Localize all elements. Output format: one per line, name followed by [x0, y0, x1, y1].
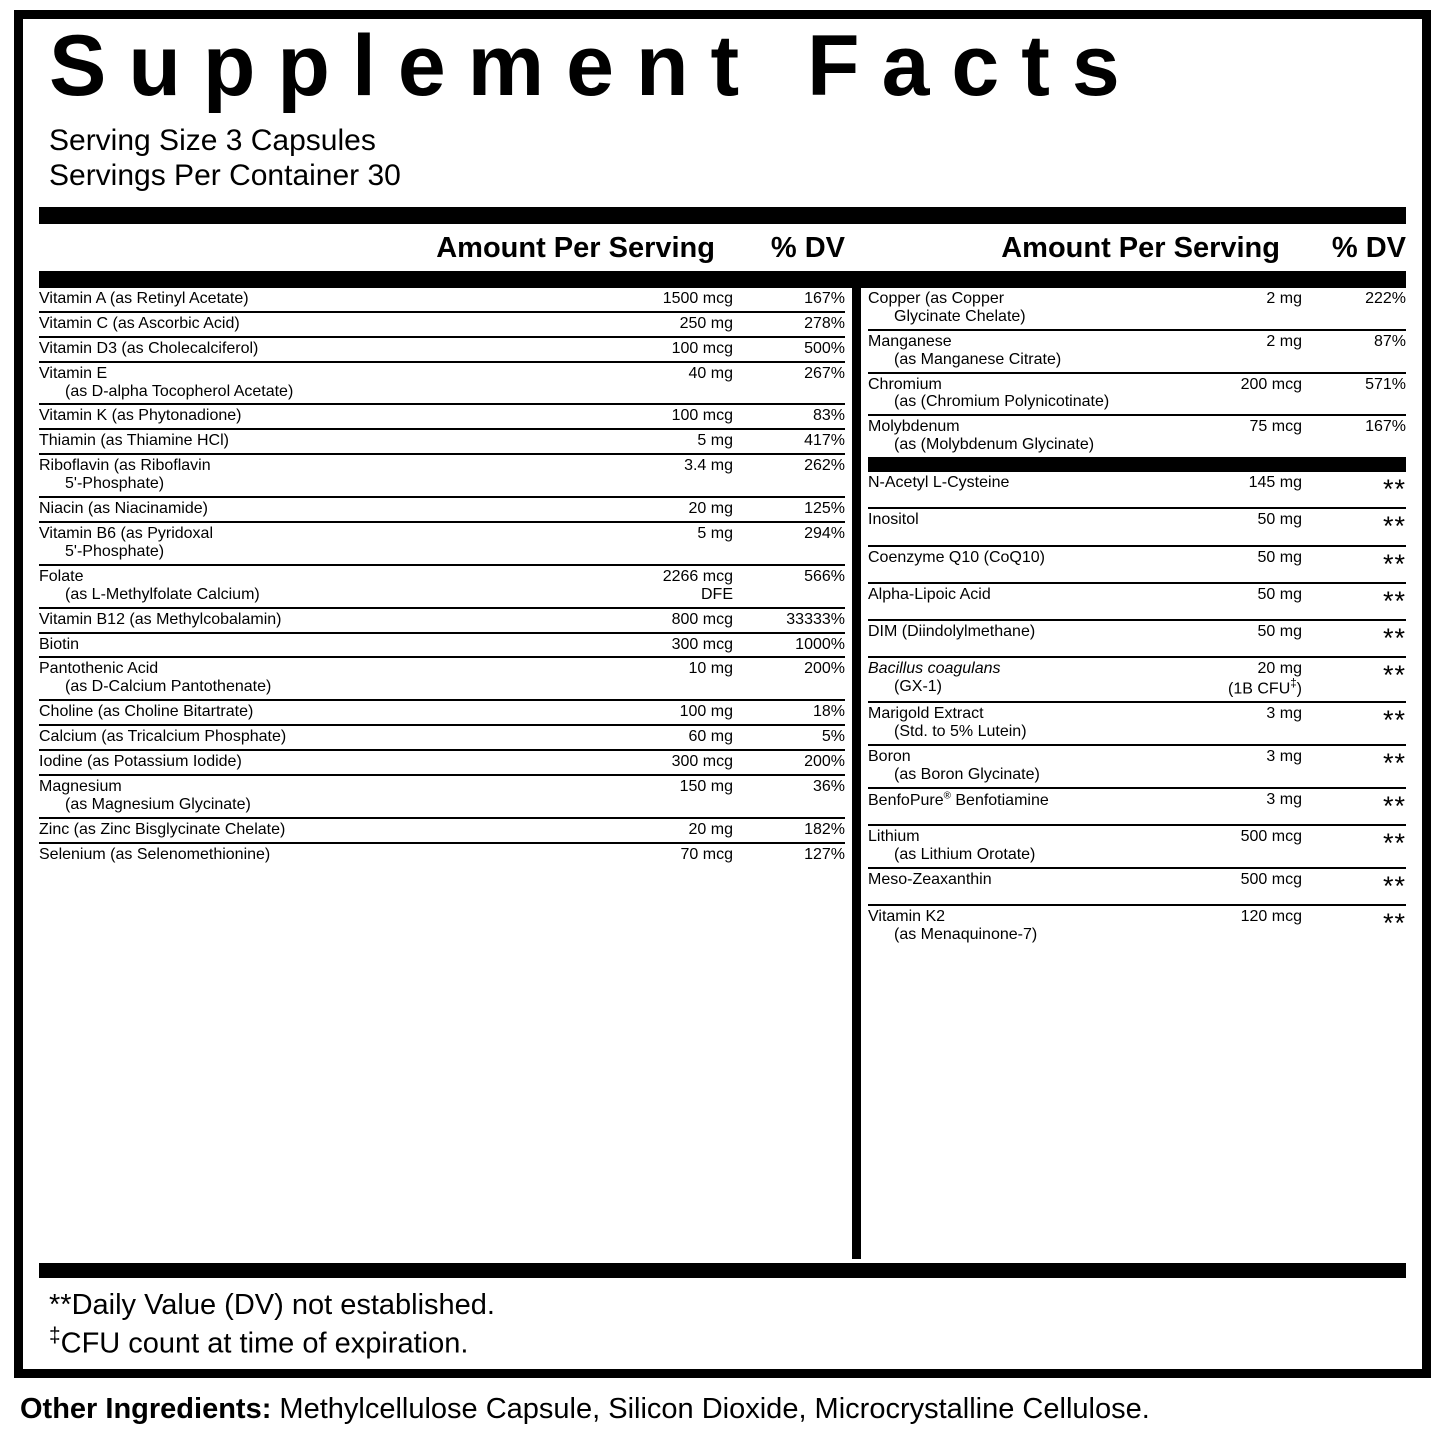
nutrient-name-primary: N-Acetyl L-Cysteine: [868, 474, 1010, 492]
nutrient-row: [39, 498, 845, 523]
nutrient-row: [39, 338, 845, 363]
nutrient-daily-value: 182%: [804, 820, 845, 838]
nutrient-amount: 70 mcg: [680, 845, 733, 863]
nutrient-daily-value: **: [1382, 828, 1406, 859]
nutrient-daily-value: **: [1382, 908, 1406, 939]
registered-trademark-icon: ®: [943, 791, 951, 803]
nutrient-amount: 100 mcg: [671, 339, 733, 357]
nutrient-name: [868, 474, 1249, 492]
nutrient-name-source: (GX-1): [894, 678, 942, 696]
nutrient-name-source: (as Lithium Orotate): [894, 846, 1036, 864]
nutrient-name-primary: Marigold Extract: [868, 705, 984, 723]
nutrient-name: [39, 821, 689, 839]
nutrient-daily-value: 571%: [1365, 375, 1406, 393]
nutrient-name: [868, 828, 1241, 864]
nutrient-row: [868, 789, 1406, 826]
nutrient-amount: 800 mcg: [671, 610, 733, 628]
nutrient-row: [868, 472, 1406, 509]
nutrient-column-left: [39, 288, 845, 1259]
nutrient-name: [868, 908, 1241, 944]
nutrient-name: [39, 636, 672, 654]
nutrient-name-primary: Choline (as Choline Bitartrate): [39, 703, 254, 721]
nutrient-amount: 40 mg: [688, 364, 733, 382]
nutrient-daily-value: 5%: [821, 728, 845, 746]
nutrient-name-primary: Riboflavin (as Riboflavin: [39, 457, 211, 475]
nutrient-amount: 2266 mcg DFE: [662, 567, 733, 603]
nutrient-daily-value: 125%: [804, 500, 845, 518]
nutrient-row: [868, 584, 1406, 621]
nutrient-name-primary: BenfoPure® Benfotiamine: [868, 791, 1049, 810]
nutrient-amount: 3 mg: [1266, 748, 1302, 766]
nutrient-name-primary: Calcium (as Tricalcium Phosphate): [39, 728, 287, 746]
nutrient-name-primary: Vitamin B12 (as Methylcobalamin): [39, 610, 282, 628]
nutrient-name-primary: Molybdenum: [868, 418, 960, 436]
nutrient-amount: 300 mcg: [671, 635, 733, 653]
nutrient-row: [868, 906, 1406, 947]
nutrient-name: [39, 365, 689, 401]
nutrient-daily-value: 417%: [804, 432, 845, 450]
nutrient-name: [868, 549, 1258, 567]
nutrient-daily-value: **: [1382, 585, 1406, 616]
nutrient-name-source: (Std. to 5% Lutein): [894, 723, 1027, 741]
header-right: [869, 224, 1406, 271]
nutrient-name-primary: Vitamin K2: [868, 908, 946, 926]
nutrient-name: [868, 376, 1241, 412]
nutrient-name-primary: Selenium (as Selenomethionine): [39, 845, 271, 863]
nutrient-daily-value: 18%: [812, 703, 845, 721]
nutrient-row: [39, 313, 845, 338]
nutrient-name: [868, 623, 1258, 641]
nutrient-amount: 145 mg: [1248, 474, 1302, 492]
nutrient-name-primary: Thiamin (as Thiamine HCl): [39, 432, 229, 450]
nutrient-row: [868, 658, 1406, 703]
nutrient-daily-value: 566%: [804, 567, 845, 585]
footnotes: [39, 1278, 1406, 1369]
nutrient-name: [39, 728, 689, 746]
nutrient-name-primary: Meso-Zeaxanthin: [868, 871, 992, 889]
nutrient-daily-value: **: [1382, 871, 1406, 902]
nutrient-row: [39, 701, 845, 726]
nutrient-amount-secondary: (1B CFU‡): [1228, 678, 1302, 698]
nutrient-name-source: (as Menaquinone-7): [894, 926, 1038, 944]
nutrient-row: [868, 703, 1406, 746]
nutrient-daily-value: 267%: [804, 364, 845, 382]
nutrient-daily-value: 33333%: [786, 610, 845, 628]
nutrient-row: [868, 331, 1406, 374]
nutrient-name: [39, 753, 672, 771]
nutrient-name: [39, 611, 672, 629]
nutrient-row: [39, 430, 845, 455]
nutrient-name: [39, 500, 689, 518]
serving-size: Serving Size 3 Capsules: [49, 123, 376, 157]
nutrient-name-source: 5'-Phosphate): [65, 475, 165, 493]
nutrient-daily-value: 83%: [812, 407, 845, 425]
nutrient-name-primary: Inositol: [868, 511, 919, 529]
nutrient-name-primary: Vitamin C (as Ascorbic Acid): [39, 314, 240, 332]
servings-per-container: Servings Per Container 30: [49, 158, 401, 192]
nutrient-name-source: (as Manganese Citrate): [894, 350, 1062, 368]
nutrient-name-source: (as Magnesium Glycinate): [65, 795, 251, 813]
nutrient-name: [868, 418, 1250, 454]
header-amount-left: Amount Per Serving: [436, 231, 715, 264]
nutrient-row: [868, 746, 1406, 789]
nutrient-amount: 60 mg: [688, 728, 733, 746]
nutrient-row: [39, 634, 845, 659]
nutrient-amount: 2 mg: [1266, 332, 1302, 350]
nutrient-daily-value: 127%: [804, 845, 845, 863]
nutrient-name-primary: Bacillus coagulans: [868, 660, 1001, 678]
nutrient-daily-value: 200%: [804, 660, 845, 678]
nutrient-name-source: Glycinate Chelate): [894, 307, 1026, 325]
header-dv-left: % DV: [770, 231, 845, 264]
nutrient-name: [39, 703, 680, 721]
nutrient-name-primary: Vitamin E: [39, 364, 108, 382]
nutrient-amount: 50 mg: [1257, 548, 1302, 566]
footnote-1: **Daily Value (DV) not established.: [49, 1288, 495, 1321]
nutrient-name-source: (as (Chromium Polynicotinate): [894, 393, 1110, 411]
nutrient-name-primary: Vitamin B6 (as Pyridoxal: [39, 524, 213, 542]
nutrient-amount: 150 mg: [679, 777, 733, 795]
nutrient-name-primary: Biotin: [39, 635, 80, 653]
nutrient-name-primary: Chromium: [868, 375, 942, 393]
nutrient-daily-value: 500%: [804, 339, 845, 357]
nutrient-daily-value: 278%: [804, 314, 845, 332]
rule-top-thick: [39, 207, 1406, 224]
column-headers: [39, 224, 1406, 271]
label-panel: [14, 10, 1431, 1378]
serving-info: [49, 123, 1406, 193]
nutrient-name-source: (as Boron Glycinate): [894, 766, 1040, 784]
nutrient-row: [868, 826, 1406, 869]
page-title: Supplement Facts: [49, 18, 1142, 114]
nutrient-daily-value: **: [1382, 705, 1406, 736]
nutrient-row: [868, 374, 1406, 417]
rule-section-break-thick: [868, 457, 1406, 472]
nutrient-name-source: (as L-Methylfolate Calcium): [65, 585, 260, 603]
nutrient-name: [39, 407, 672, 425]
other-nutrient-section: [868, 472, 1406, 947]
nutrient-daily-value: 36%: [812, 777, 845, 795]
nutrient-row: [39, 726, 845, 751]
nutrient-name: [39, 660, 689, 696]
nutrient-row: [868, 869, 1406, 906]
nutrient-amount: 3 mg: [1266, 791, 1302, 809]
nutrient-row: [39, 405, 845, 430]
footnote-2: ‡CFU count at time of expiration.: [49, 1323, 469, 1360]
nutrient-row: [39, 844, 845, 867]
nutrient-columns: [39, 288, 1406, 1259]
nutrient-name: [868, 791, 1266, 810]
nutrient-row: [39, 523, 845, 566]
nutrient-daily-value: 294%: [804, 524, 845, 542]
nutrient-amount: 10 mg: [688, 660, 733, 678]
nutrient-amount: 75 mcg: [1249, 418, 1302, 436]
nutrient-amount: 500 mcg: [1240, 828, 1302, 846]
nutrient-name-primary: Niacin (as Niacinamide): [39, 500, 208, 518]
double-dagger-icon: ‡: [1290, 678, 1297, 691]
nutrient-amount: 2 mg: [1266, 289, 1302, 307]
nutrient-amount: 20 mg (1B CFU‡): [1228, 660, 1302, 698]
nutrient-amount: 120 mcg: [1240, 908, 1302, 926]
nutrient-name-primary: Vitamin D3 (as Cholecalciferol): [39, 339, 259, 357]
mineral-section: [868, 288, 1406, 457]
nutrient-name: [39, 568, 663, 604]
nutrient-name: [868, 511, 1258, 529]
nutrient-name: [868, 660, 1228, 696]
nutrient-name-primary: Zinc (as Zinc Bisglycinate Chelate): [39, 820, 286, 838]
nutrient-amount: 50 mg: [1257, 511, 1302, 529]
nutrient-row: [39, 776, 845, 819]
nutrient-name-primary: Boron: [868, 748, 911, 766]
header-gap: [845, 224, 869, 271]
column-divider: [852, 288, 861, 1259]
nutrient-amount: 1500 mcg: [662, 289, 733, 307]
header-amount-right: Amount Per Serving: [1001, 231, 1280, 264]
nutrient-daily-value: 87%: [1373, 332, 1406, 350]
nutrient-amount: 20 mg: [688, 820, 733, 838]
double-dagger-icon: ‡: [49, 1323, 61, 1347]
nutrient-row: [39, 819, 845, 844]
nutrient-daily-value: **: [1382, 511, 1406, 542]
nutrient-amount-secondary: DFE: [701, 585, 733, 603]
nutrient-amount: 200 mcg: [1240, 375, 1302, 393]
other-ingredients-text: Methylcellulose Capsule, Silicon Dioxide, Microcrystalline Cellulose.: [271, 1393, 1150, 1425]
nutrient-daily-value: **: [1382, 548, 1406, 579]
nutrient-name-primary: Folate: [39, 567, 84, 585]
nutrient-amount: 5 mg: [697, 432, 733, 450]
nutrient-row: [39, 288, 845, 313]
nutrient-name-primary: Pantothenic Acid: [39, 660, 159, 678]
nutrient-name-primary: Iodine (as Potassium Iodide): [39, 753, 242, 771]
nutrient-amount: 50 mg: [1257, 623, 1302, 641]
nutrient-amount: 500 mcg: [1240, 871, 1302, 889]
nutrient-row: [868, 416, 1406, 457]
nutrient-amount: 50 mg: [1257, 585, 1302, 603]
nutrient-name-source: (as D-Calcium Pantothenate): [65, 678, 272, 696]
nutrient-name: [39, 778, 680, 814]
nutrient-amount: 100 mcg: [671, 407, 733, 425]
other-ingredients-label: Other Ingredients:: [20, 1393, 272, 1425]
rule-footnote-thick: [39, 1263, 1406, 1278]
nutrient-name: [39, 457, 684, 493]
nutrient-name-primary: Copper (as Copper: [868, 289, 1005, 307]
nutrient-amount: 300 mcg: [671, 753, 733, 771]
nutrient-row: [868, 509, 1406, 546]
nutrient-name: [868, 705, 1266, 741]
nutrient-amount: 5 mg: [697, 524, 733, 542]
nutrient-daily-value: **: [1382, 660, 1406, 691]
nutrient-row: [868, 621, 1406, 658]
nutrient-daily-value: 262%: [804, 457, 845, 475]
other-ingredients: [20, 1392, 1430, 1427]
nutrient-name-primary: Lithium: [868, 828, 920, 846]
nutrient-name: [39, 290, 663, 308]
nutrient-daily-value: **: [1382, 748, 1406, 779]
nutrient-name-primary: DIM (Diindolylmethane): [868, 623, 1036, 641]
nutrient-daily-value: 167%: [804, 289, 845, 307]
nutrient-daily-value: 1000%: [795, 635, 845, 653]
nutrient-name: [39, 432, 697, 450]
nutrient-daily-value: 222%: [1365, 289, 1406, 307]
nutrient-name-primary: Vitamin A (as Retinyl Acetate): [39, 289, 249, 307]
nutrient-amount: 3 mg: [1266, 705, 1302, 723]
nutrient-row: [39, 751, 845, 776]
nutrient-row: [39, 609, 845, 634]
nutrient-row: [39, 566, 845, 609]
nutrient-daily-value: **: [1382, 623, 1406, 654]
nutrient-daily-value: **: [1382, 474, 1406, 505]
nutrient-name: [868, 290, 1266, 326]
nutrient-name-source: (as D-alpha Tocopherol Acetate): [65, 382, 294, 400]
nutrient-name: [868, 871, 1241, 889]
nutrient-daily-value: **: [1382, 791, 1406, 822]
nutrient-amount: 3.4 mg: [684, 457, 733, 475]
nutrient-row: [868, 288, 1406, 331]
nutrient-name-primary: Manganese: [868, 332, 952, 350]
nutrient-name: [868, 333, 1266, 369]
nutrient-daily-value: 200%: [804, 753, 845, 771]
nutrient-name-source: 5'-Phosphate): [65, 542, 165, 560]
nutrient-name-primary: Magnesium: [39, 777, 122, 795]
header-left: [39, 224, 845, 271]
nutrient-column-right: [868, 288, 1406, 1259]
nutrient-amount: 100 mg: [679, 703, 733, 721]
nutrient-name-source: (as (Molybdenum Glycinate): [894, 436, 1095, 454]
nutrient-name: [39, 315, 680, 333]
nutrient-amount: 250 mg: [679, 314, 733, 332]
nutrient-row: [39, 658, 845, 701]
header-dv-right: % DV: [1331, 231, 1406, 264]
nutrient-name: [39, 525, 697, 561]
nutrient-name-primary: Vitamin K (as Phytonadione): [39, 407, 242, 425]
rule-header-bottom-thick: [39, 271, 1406, 288]
nutrient-row: [39, 455, 845, 498]
nutrient-name: [868, 586, 1258, 604]
nutrient-name-primary: Alpha-Lipoic Acid: [868, 585, 991, 603]
nutrient-name: [39, 340, 672, 358]
nutrient-amount: 20 mg: [688, 500, 733, 518]
nutrient-name: [39, 846, 681, 864]
nutrient-name-primary: Coenzyme Q10 (CoQ10): [868, 548, 1045, 566]
nutrient-name: [868, 748, 1266, 784]
nutrient-daily-value: 167%: [1365, 418, 1406, 436]
nutrient-row: [868, 547, 1406, 584]
nutrient-row: [39, 363, 845, 406]
